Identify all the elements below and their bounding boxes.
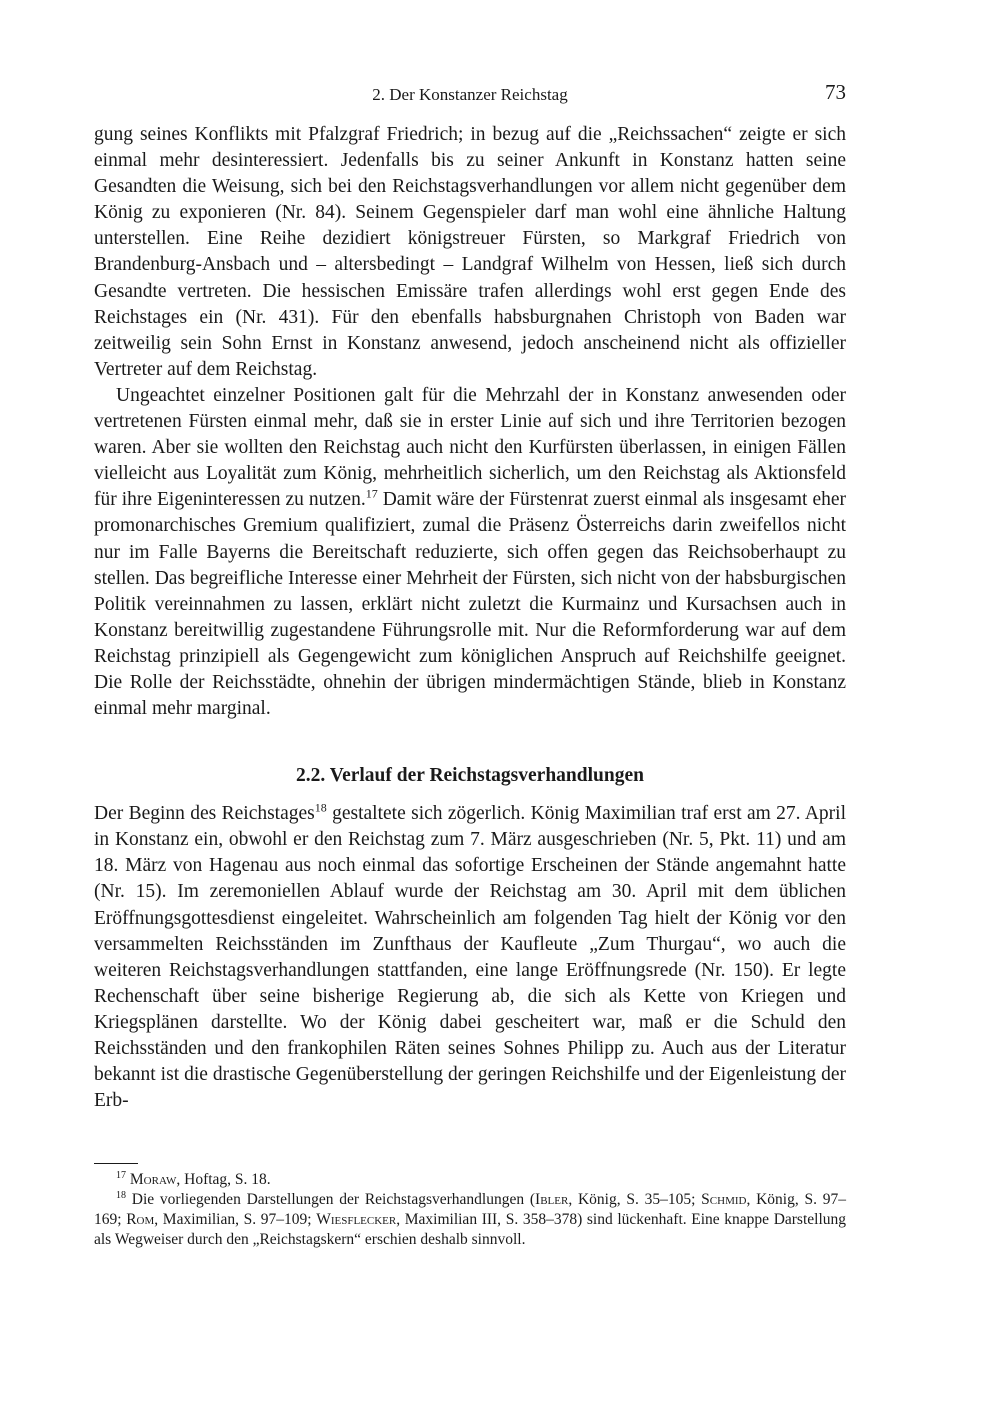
footnote-ref-17: 17 <box>365 486 378 501</box>
paragraph-2-part-2: Damit wäre der Fürstenrat zuerst einmal als insgesamt eher promonarchisches Gremium qualifiziert, zumal die Präsenz Österreichs darin zweifellos nicht nur im Falle Bayerns die Bereitschaft reduzierte, sich offen gegen das Reichsoberhaupt zu stellen. Das begreifliche Interesse einer Mehrheit der Fürsten, sich nicht von der habsburgischen Politik vereinnahmen zu lassen, erklärt nicht zuletzt die Kurmainz und Kursachsen auch in Konstanz bereitwillig zugestandene Führungsrolle mit. Nur die Reformforderung war auf dem Reichstag prinzipiell als Gegengewicht zum königlichen Anspruch auf Reichshilfe geeignet. Die Rolle der Reichsstädte, ohnehin der übrigen mindermächtigen Stände, blieb in Konstanz einmal mehr marginal. <box>94 489 846 720</box>
footnotes <box>94 1163 846 1250</box>
footnote-18-author-schmid: Schmid <box>701 1191 747 1208</box>
footnote-18-text-4: , Maximilian, S. 97–109; <box>154 1211 317 1228</box>
footnote-17-number: 17 <box>116 1169 126 1181</box>
footnote-18-text-1: Die vorliegenden Darstellungen der Reichstagsverhandlungen ( <box>126 1191 536 1208</box>
paragraph-2-part-1: Ungeachtet einzelner Positionen galt für die Mehrzahl der in Konstanz anwesenden oder vertretenen Fürsten einmal mehr, daß sie in erster Linie auf sich und ihre Territorien bezogen waren. Aber sie wollten den Reichstag auch nicht den Kurfürsten überlassen, in einigen Fällen vielleicht aus Loyalität zum König, mehrheitlich sicherlich, um den Reichstag als Aktionsfeld für ihre Eigeninteressen zu nutzen. <box>94 384 846 511</box>
footnote-18-text-5: , Maximilian III, S. 358–378) sind lückenhaft. Eine knappe Darstellung als Wegweiser durch den „Reichstagskern“ erschien deshalb sinnvoll. <box>94 1211 847 1248</box>
paragraph-3 <box>94 801 846 1114</box>
running-head <box>94 80 846 110</box>
section-heading: 2.2. Verlauf der Reichstagsverhandlungen <box>296 765 644 787</box>
page-number: 73 <box>825 80 846 104</box>
footnote-ref-18: 18 <box>314 800 327 815</box>
footnote-18-author-wiesflecker: Wiesflecker <box>316 1211 397 1228</box>
footnote-rule <box>94 1163 138 1164</box>
footnote-18-text-3: , König, S. 97–169; <box>94 1191 847 1228</box>
paragraph-3-part-1: Der Beginn des Reichstages <box>94 803 315 825</box>
paragraph-1: gung seines Konflikts mit Pfalzgraf Friedrich; in bezug auf die „Reichssachen“ zeigte er sich einmal mehr desinteressiert. Jedenfalls bis zu seiner Ankunft in Konstanz hatten seine Gesandten die Weisung, sich bei den Reichstagsverhandlungen vor allem nicht gegenüber dem König zu exponieren (Nr. 84). Seinem Gegenspieler darf man wohl eine ähnliche Haltung unterstellen. Eine Reihe dezidiert königstreuer Fürsten, so Markgraf Friedrich von Brandenburg-Ansbach und – altersbedingt – Landgraf Wilhelm von Hessen, ließ sich durch Gesandte vertreten. Die hessischen Emissäre trafen allerdings wohl erst gegen Ende des Reichstages ein (Nr. 431). Für den ebenfalls habsburgnahen Christoph von Baden war zeitweilig sein Sohn Ernst in Konstanz anwesend, jedoch anscheinend nicht als offizieller Vertreter auf dem Reichstag. <box>94 124 846 380</box>
footnote-18-text-2: , König, S. 35–105; <box>568 1191 702 1208</box>
footnote-18-author-ibler: Ibler <box>535 1191 569 1208</box>
main-text <box>94 122 846 1114</box>
footnote-17 <box>94 1170 846 1190</box>
footnote-18-number: 18 <box>116 1189 126 1201</box>
footnote-18 <box>94 1190 846 1250</box>
footnote-18-author-rom: Rom <box>126 1211 155 1228</box>
footnote-17-text: , Hoftag, S. 18. <box>176 1171 271 1188</box>
footnote-17-author: Moraw <box>129 1171 177 1188</box>
paragraph-2 <box>94 383 846 722</box>
running-title: 2. Der Konstanzer Reichstag <box>372 85 568 104</box>
paragraph-3-part-2: gestaltete sich zögerlich. König Maximilian traf erst am 27. April in Konstanz ein, obwohl er den Reichstag zum 7. März ausgeschrieben (Nr. 5, Pkt. 11) und am 18. März von Hagenau aus noch einmal das sofortige Erscheinen der Stände angemahnt hatte (Nr. 15). Im zeremoniellen Ablauf wurde der Reichstag am 30. April mit dem üblichen Eröffnungsgottesdienst eingeleitet. Wahrscheinlich am folgenden Tag hielt der König vor den versammelten Reichsständen im Zunfthaus der Kaufleute „Zum Thurgau“, wo auch die weiteren Reichstagsverhandlungen stattfanden, eine lange Eröffnungsrede (Nr. 150). Er legte Rechenschaft über seine bisherige Regierung ab, die sich als Kette von Kriegen und Kriegsplänen darstellte. Wo der König dabei gescheitert war, maß er die Schuld den Reichsständen und den frankophilen Räten seines Sohnes Philipp zu. Auch aus der Literatur bekannt ist die drastische Gegenüberstellung der geringen Reichshilfe und der Eigenleistung der Erb- <box>94 803 846 1112</box>
